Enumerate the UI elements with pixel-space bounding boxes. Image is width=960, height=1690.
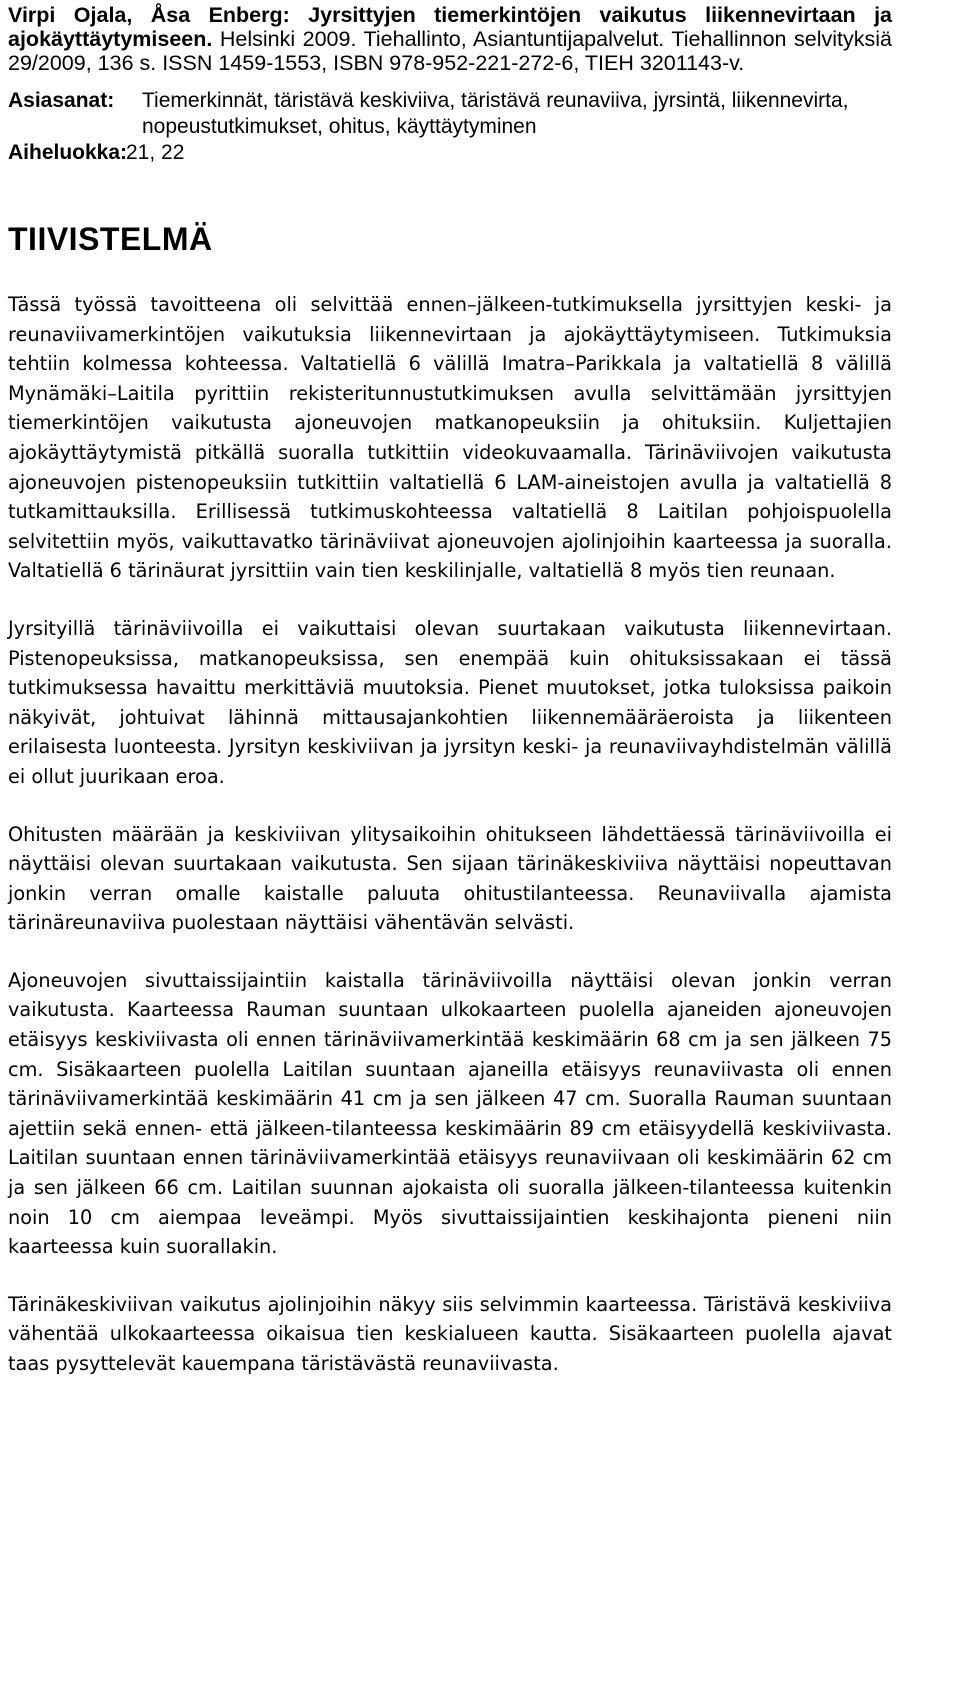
metadata-block [8, 88, 892, 166]
category-value: 21, 22 [126, 141, 185, 164]
keywords-label: Asiasanat: [8, 89, 115, 112]
summary-heading: TIIVISTELMÄ [8, 221, 213, 257]
summary-paragraph-3: Ohitusten määrään ja keskiviivan ylitysaikoihin ohitukseen lähdettäessä tärinäviivoilla ei näyttäisi olevan suurtakaan vaikutusta. Sen sijaan tärinäkeskiviiva näyttäisi nopeuttavan jonkin verran omalle kaistalle paluuta ohitustilanteessa. Reunaviivalla ajamista tärinäreunaviiva puolestaan näyttäisi vähentävän selvästi. [8, 822, 892, 935]
keywords-value: Tiemerkinnät, täristävä keskiviiva, täristävä reunaviiva, jyrsintä, liikennevirta, nopeustutkimukset, ohitus, käyttäytyminen [142, 89, 849, 138]
publication-info: Helsinki 2009. Tiehallinto, Asiantuntijapalvelut. Tiehallinnon selvityksiä 29/2009, 136 s. ISSN 1459-1553, ISBN 978-952-221-272-6, TIEH 3201143-v. [8, 27, 892, 75]
summary-paragraph-4: Ajoneuvojen sivuttaissijaintiin kaistalla tärinäviivoilla näyttäisi olevan jonkin verran vaikutusta. Kaarteessa Rauman suuntaan ulkokaarteen puolella ajaneiden ajoneuvojen etäisyys keskiviivasta oli ennen tärinäviivamerkintää keskimäärin 68 cm ja sen jälkeen 75 cm. Sisäkaarteen puolella Laitilan suuntaan ajaneilla etäisyys reunaviivasta oli ennen tärinäviivamerkintää keskimäärin 41 cm ja sen jälkeen 47 cm. Suoralla Rauman suuntaan ajettiin sekä ennen- että jälkeen-tilanteessa keskimäärin 89 cm etäisyydellä keskiviivasta. Laitilan suuntaan ennen tärinäviivamerkintää etäisyys reunaviivaan oli keskimäärin 62 cm ja sen jälkeen 66 cm. Laitilan suunnan ajokaista oli suoralla jälkeen-tilanteessa kuitenkin noin 10 cm aiempaa leveämpi. Myös sivuttaissijaintien keskihajonta pieneni niin kaarteessa kuin suorallakin. [8, 968, 892, 1259]
summary-paragraph-2: Jyrsityillä tärinäviivoilla ei vaikuttaisi olevan suurtakaan vaikutusta liikennevirtaan. Pistenopeuksissa, matkanopeuksissa, sen enempää kuin ohituksissakaan ei tässä tutkimuksessa havaittu merkittäviä muutoksia. Pienet muutokset, jotka tuloksissa paikoin näkyivät, johtuivat lähinnä mittausajankohtien liikennemääräeroista ja liikenteen erilaisesta luonteesta. Jyrsityn keskiviivan ja jyrsityn keski- ja reunaviivayhdistelmän välillä ei ollut juurikaan eroa. [8, 616, 892, 788]
category-row [8, 140, 892, 166]
category-label: Aiheluokka: [8, 141, 128, 164]
summary-paragraph-5: Tärinäkeskiviivan vaikutus ajolinjoihin näkyy siis selvimmin kaarteessa. Täristävä keskiviiva vähentää ulkokaarteessa oikaisua tien keskialueen kautta. Sisäkaarteen puolella ajavat taas pysyttelevät kauempana täristävästä reunaviivasta. [8, 1292, 892, 1375]
document-page [8, 0, 892, 1407]
summary-paragraph-1: Tässä työssä tavoitteena oli selvittää ennen–jälkeen-tutkimuksella jyrsittyjen keski- ja reunaviivamerkintöjen vaikutuksia liikennevirtaan ja ajokäyttäytymiseen. Tutkimuksia tehtiin kolmessa kohteessa. Valtatiellä 6 välillä Imatra–Parikkala ja valtatiellä 8 välillä Mynämäki–Laitila pyrittiin rekisteritunnustutkimuksen avulla selvittämään jyrsittyjen tiemerkintöjen vaikutusta ajoneuvojen matkanopeuksiin ja ohituksiin. Kuljettajien ajokäyttäytymistä pitkällä suoralla tutkittiin videokuvaamalla. Tärinäviivojen vaikutusta ajoneuvojen pistenopeuksiin tutkittiin valtatiellä 6 LAM-aineistojen avulla ja valtatiellä 8 tutkamittauksilla. Erillisessä tutkimuskohteessa valtatiellä 8 Laitilan pohjoispuolella selvitettiin myös, vaikuttavatko tärinäviivat ajoneuvojen ajolinjoihin kaarteessa ja suoralla. Valtatiellä 6 tärinäurat jyrsittiin vain tien keskilinjalle, valtatiellä 8 myös tien reunaan. [8, 293, 892, 583]
bibliographic-header [8, 3, 892, 75]
keywords-row [8, 88, 892, 140]
authors-title: Virpi Ojala, Åsa Enberg: Jyrsittyjen tiemerkintöjen vaikutus liikennevirtaan ja ajokäyttäytymiseen. [8, 3, 892, 51]
